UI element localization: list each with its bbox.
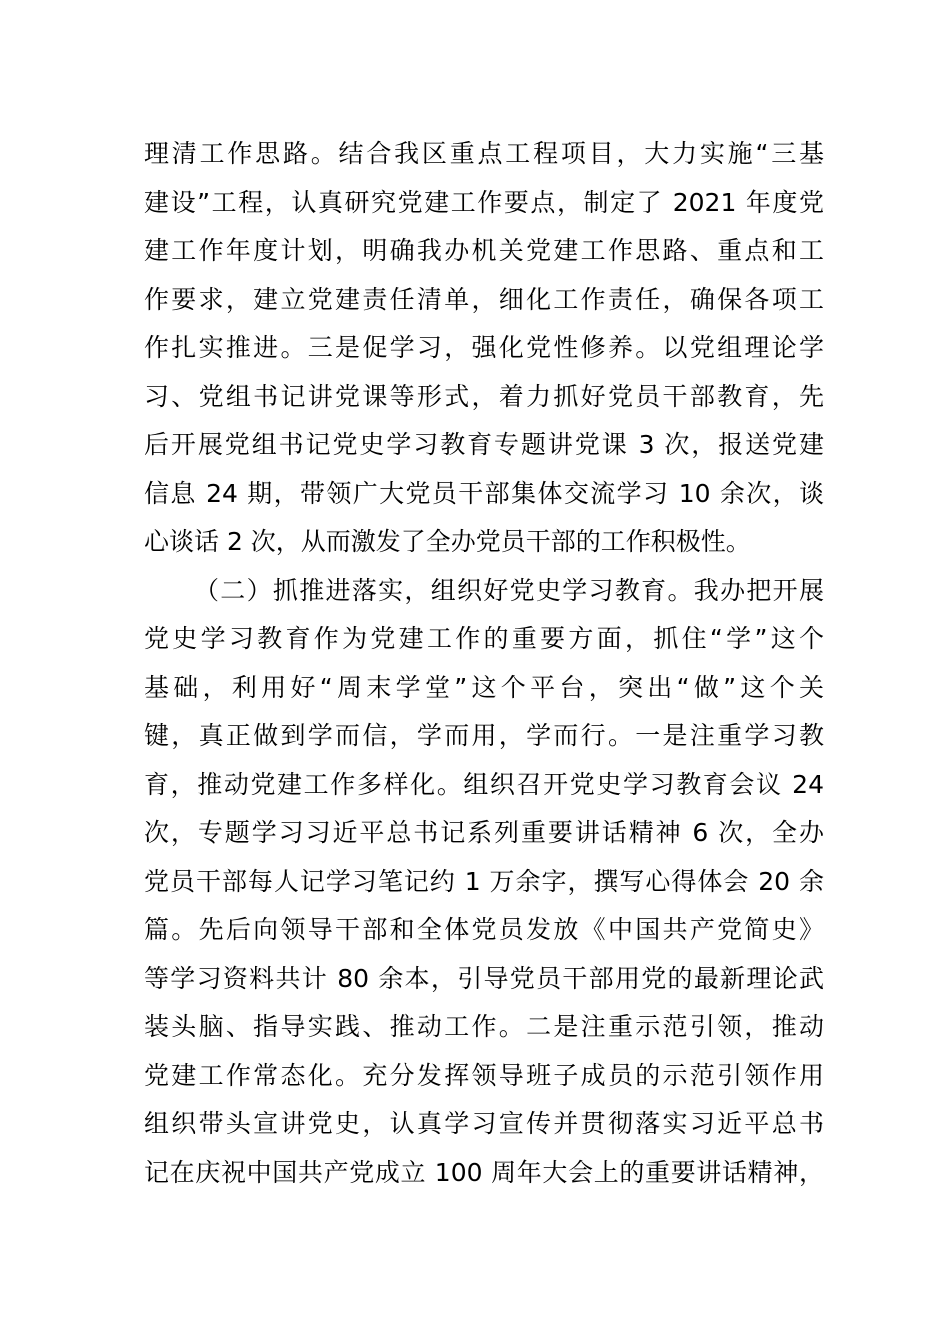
text-line: 习、党组书记讲党课等形式，着力抓好党员干部教育，先 [144,381,824,411]
text-line: 党员干部每人记学习笔记约 1 万余字，撰写心得体会 20 余 [144,866,824,896]
text-line: 基础，利用好“周末学堂”这个平台，突出“做”这个关 [144,672,824,702]
text-line: 建设”工程，认真研究党建工作要点，制定了 2021 年度党 [144,187,824,217]
text-line: 键，真正做到学而信，学而用，学而行。一是注重学习教 [144,721,824,750]
text-line: 篇。先后向领导干部和全体党员发放《中国共产党简史》 [144,915,824,944]
text-line: 次，专题学习习近平总书记系列重要讲话精神 6 次，全办 [144,818,824,847]
text-line: 建工作年度计划，明确我办机关党建工作思路、重点和工 [144,236,824,265]
text-line: 组织带头宣讲党史，认真学习宣传并贯彻落实习近平总书 [144,1109,824,1138]
text-line: 等学习资料共计 80 余本，引导党员干部用党的最新理论武 [144,963,824,993]
text-line: （二）抓推进落实，组织好党史学习教育。我办把开展 [194,575,824,605]
text-line: 理清工作思路。结合我区重点工程项目，大力实施“三基 [144,139,824,168]
text-line: 记在庆祝中国共产党成立 100 周年大会上的重要讲话精神， [144,1157,824,1187]
text-line: 党史学习教育作为党建工作的重要方面，抓住“学”这个 [144,624,824,653]
text-line: 作要求，建立党建责任清单，细化工作责任，确保各项工 [144,284,824,314]
body-text [144,130,824,1197]
text-line: 心谈话 2 次，从而激发了全办党员干部的工作积极性。 [144,527,751,556]
text-line: 后开展党组书记党史学习教育专题讲党课 3 次，报送党建 [144,430,824,459]
text-line: 装头脑、指导实践、推动工作。二是注重示范引领，推动 [144,1012,824,1041]
paragraph-1 [144,130,824,567]
paragraph-2 [144,567,824,1198]
text-line: 信息 24 期，带领广大党员干部集体交流学习 10 余次，谈 [144,478,824,508]
text-line: 党建工作常态化。充分发挥领导班子成员的示范引领作用 [144,1060,824,1090]
text-line: 育，推动党建工作多样化。组织召开党史学习教育会议 24 [144,769,824,799]
text-line: 作扎实推进。三是促学习，强化党性修养。以党组理论学 [144,333,824,362]
